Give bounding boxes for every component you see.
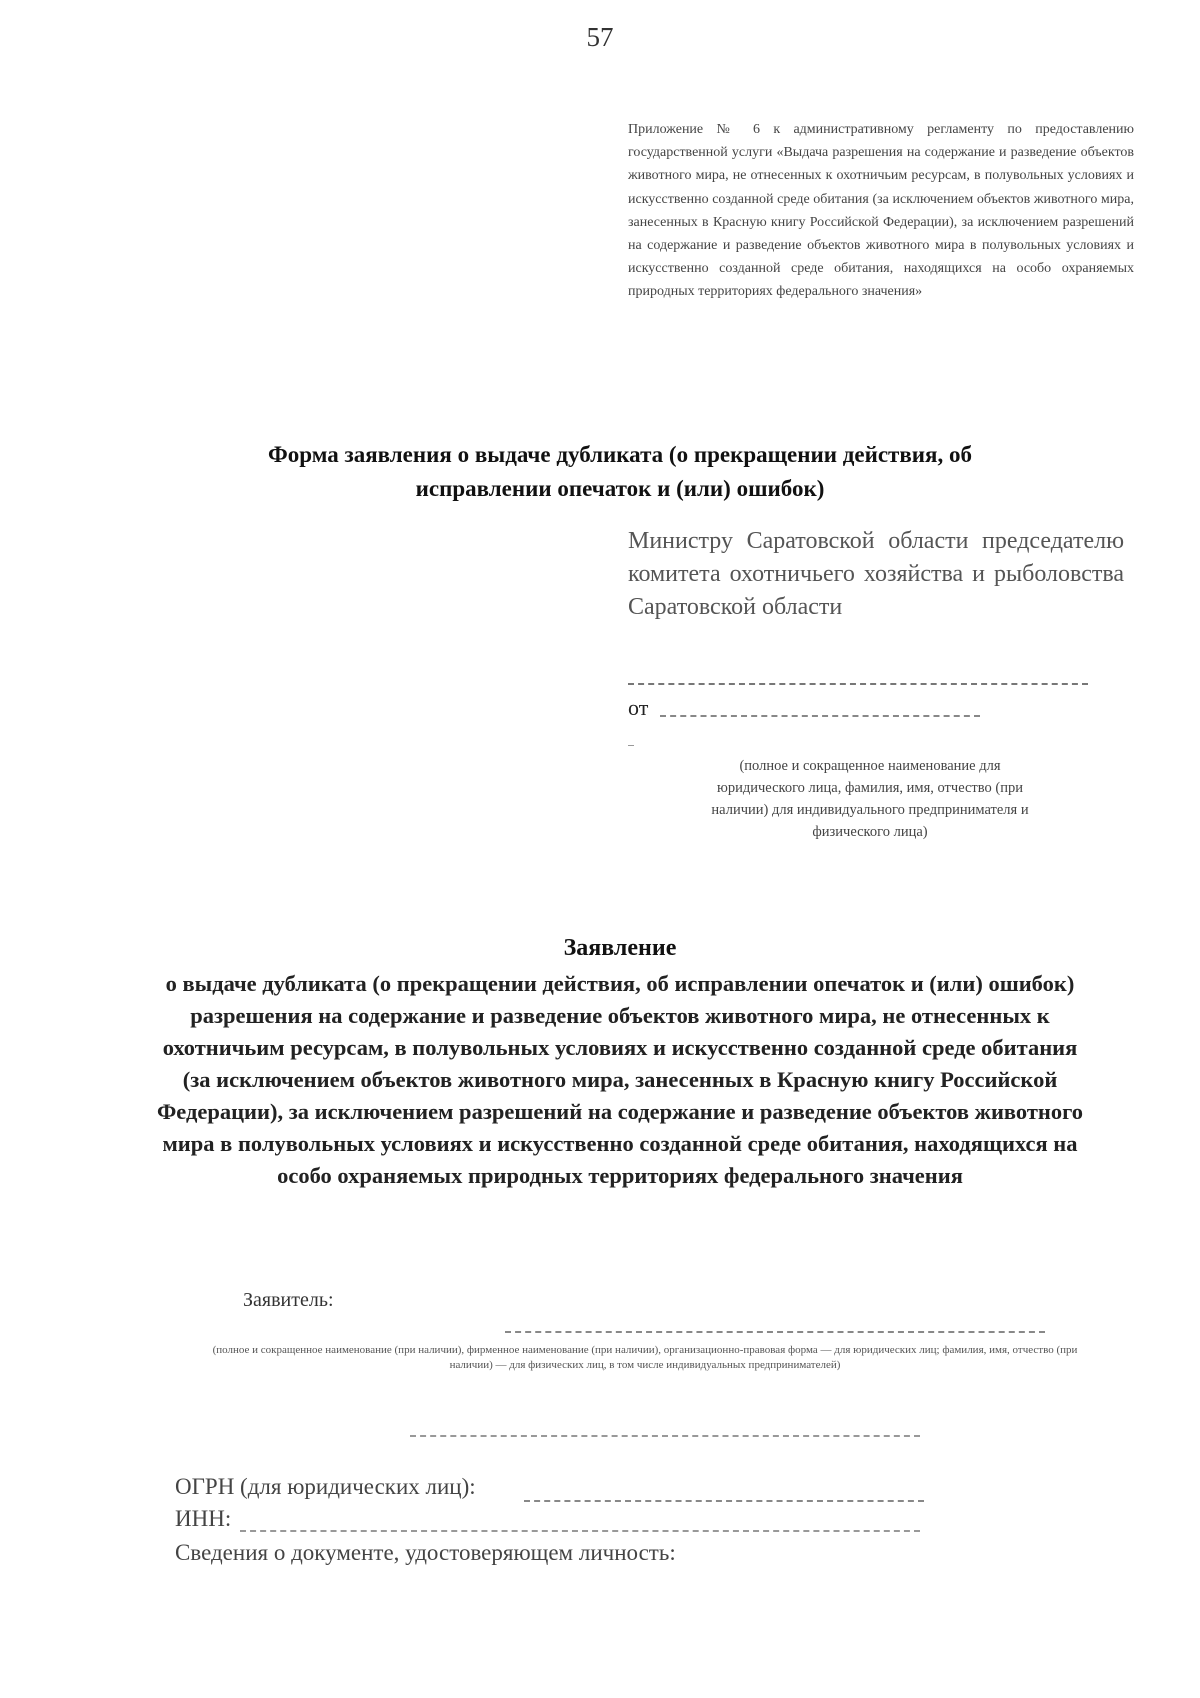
id-document-label: Сведения о документе, удостоверяющем личность:: [175, 1540, 676, 1565]
applicant-blank-line: [505, 1331, 1045, 1333]
inn-label: ИНН:: [175, 1506, 232, 1531]
statement-subject: о выдаче дубликата (о прекращении действия, об исправлении опечаток и (или) ошибок) разрешения на содержание и разведение объектов животного мира, не отнесенных к охотничьим ресурсам, в полувольных условиях и искусственно созданной среде обитания (за исключением объектов животного мира, занесенных в Красную книгу Российской Федерации), за исключением разрешений на содержание и разведение объектов животного мира в полувольных условиях и искусственно созданной среде обитания, находящихся на особо охраняемых природных территориях федерального значения: [156, 971, 1084, 1188]
page-number: 57: [586, 22, 614, 52]
name-caption: (полное и сокращенное наименование для юридического лица, фамилия, имя, отчество (при наличии) для индивидуального предпринимателя и физического лица): [711, 758, 1029, 840]
dash-mark: [628, 745, 634, 746]
applicant-caption: (полное и сокращенное наименование (при наличии), фирменное наименование (при наличии), организационно-правовая форма — для юридических лиц; фамилия, имя, отчество (при наличии) — для физических лиц, в том числе индивидуальных предпринимателей): [212, 1344, 1078, 1371]
applicant-label: Заявитель:: [243, 1289, 334, 1311]
statement-heading: Заявление: [563, 935, 677, 961]
from-label: от: [628, 695, 649, 720]
form-title: Форма заявления о выдаче дубликата (о прекращении действия, об исправлении опечаток и (или) ошибок): [268, 442, 972, 501]
appendix-note: Приложение № 6 к административному регламенту по предоставлению государственной услуги «Выдача разрешения на содержание и разведение объектов животного мира, не отнесенных к охотничьим ресурсам, в полувольных условиях и искусственно созданной среде обитания (за исключением объектов животного мира, занесенных в Красную книгу Российской Федерации), за исключением разрешений на содержание и разведение объектов животного мира в полувольных условиях и искусственно созданной среде обитания, находящихся на особо охраняемых природных территориях федерального значения»: [628, 122, 1134, 300]
from-blank-line: [660, 715, 980, 717]
addressee-block: Министру Саратовской области председателю комитета охотничьего хозяйства и рыболовства Саратовской области: [628, 528, 1124, 620]
ogrn-label: ОГРН (для юридических лиц):: [175, 1474, 476, 1499]
inn-blank-line: [240, 1530, 920, 1532]
ogrn-blank-line: [524, 1500, 924, 1502]
addressee-blank-line: [628, 683, 1088, 685]
applicant-blank-line-2: [410, 1435, 920, 1437]
